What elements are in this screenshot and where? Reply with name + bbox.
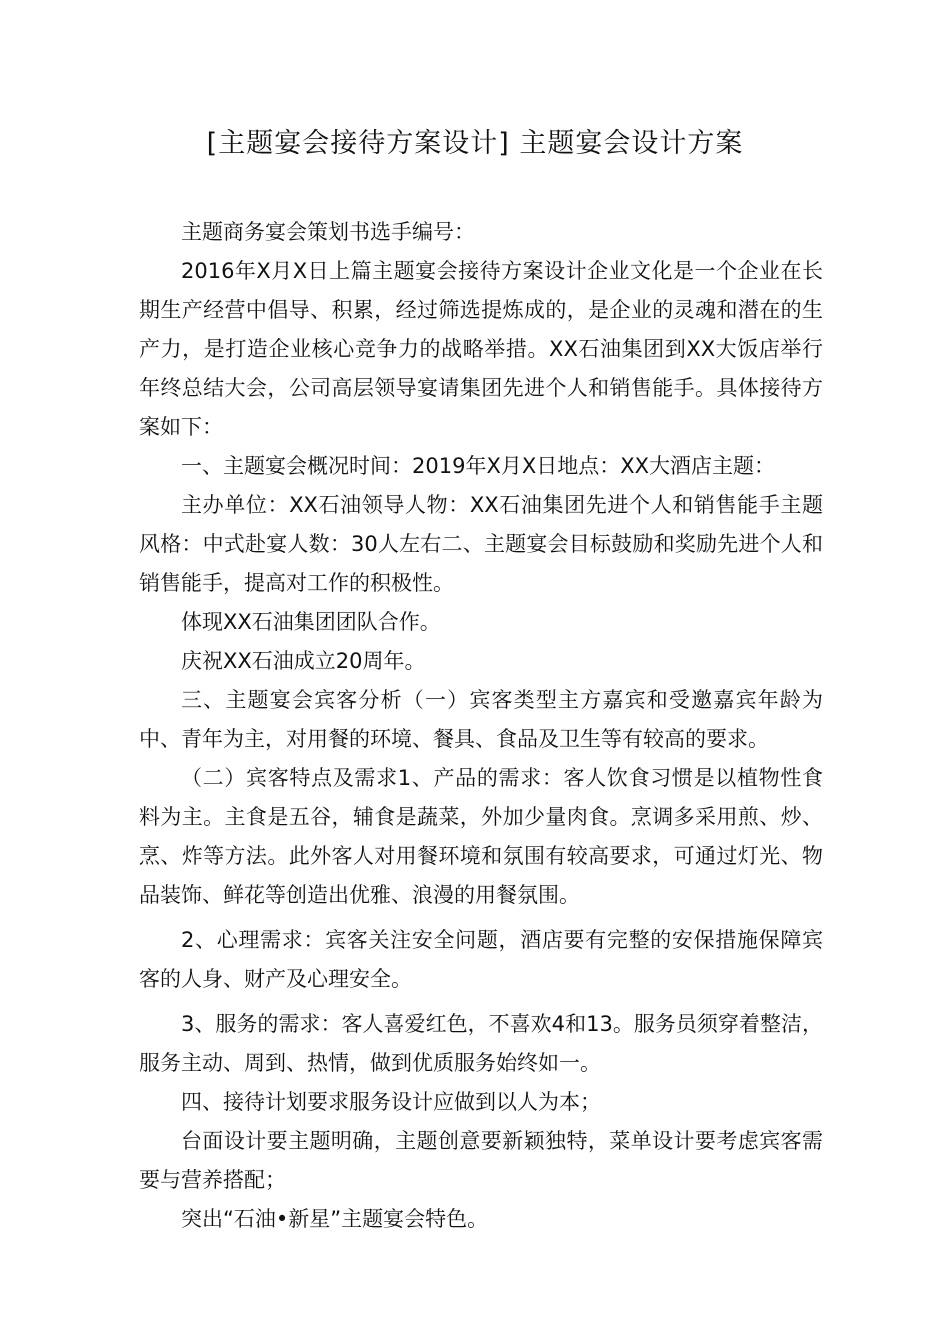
paragraph-8: （二）宾客特点及需求1、产品的需求：客人饮食习惯是以植物性食料为主。主食是五谷，辅食是蔬菜，外加少量肉食。烹调多采用煎、炒、烹、炸等方法。此外客人对用餐环境和氛围有较高要求，可通过灯光、物品装饰、鲜花等创造出优雅、浪漫的用餐氛围。 xyxy=(139,766,823,907)
paragraph-7: 三、主题宴会宾客分析（一）宾客类型主方嘉宾和受邀嘉宾年龄为中、青年为主，对用餐的环境、餐具、食品及卫生等有较高的要求。 xyxy=(139,688,823,751)
paragraph-13: 突出“石油•新星”主题宴会特色。 xyxy=(181,1207,489,1231)
document-body xyxy=(139,213,823,1239)
paragraph-4: 主办单位：XX石油领导人物：XX石油集团先进个人和销售能手主题风格：中式赴宴人数：30人左右二、主题宴会目标鼓励和奖励先进个人和销售能手，提高对工作的积极性。 xyxy=(139,493,823,595)
paragraph-11: 四、接待计划要求服务设计应做到以人为本； xyxy=(181,1090,601,1114)
paragraph-9: 2、心理需求：宾客关注安全问题，酒店要有完整的安保措施保障宾客的人身、财产及心理安全。 xyxy=(139,928,823,991)
paragraph-10: 3、服务的需求：客人喜爱红色，不喜欢4和13。服务员须穿着整洁，服务主动、周到、热情，做到优质服务始终如一。 xyxy=(139,1012,823,1075)
paragraph-5: 体现XX石油集团团队合作。 xyxy=(181,610,441,634)
paragraph-1: 主题商务宴会策划书选手编号： xyxy=(181,220,475,244)
paragraph-12: 台面设计要主题明确，主题创意要新颖独特，菜单设计要考虑宾客需要与营养搭配； xyxy=(139,1129,823,1192)
document-title: [主题宴会接待方案设计] 主题宴会设计方案 xyxy=(206,128,744,159)
paragraph-6: 庆祝XX石油成立20周年。 xyxy=(181,649,426,673)
paragraph-2: 2016年X月X日上篇主题宴会接待方案设计企业文化是一个企业在长期生产经营中倡导、积累，经过筛选提炼成的，是企业的灵魂和潜在的生产力，是打造企业核心竞争力的战略举措。XX石油集团到XX大饭店举行年终总结大会，公司高层领导宴请集团先进个人和销售能手。具体接待方案如下： xyxy=(139,259,823,439)
paragraph-3: 一、主题宴会概况时间：2019年X月X日地点：XX大酒店主题： xyxy=(181,454,775,478)
